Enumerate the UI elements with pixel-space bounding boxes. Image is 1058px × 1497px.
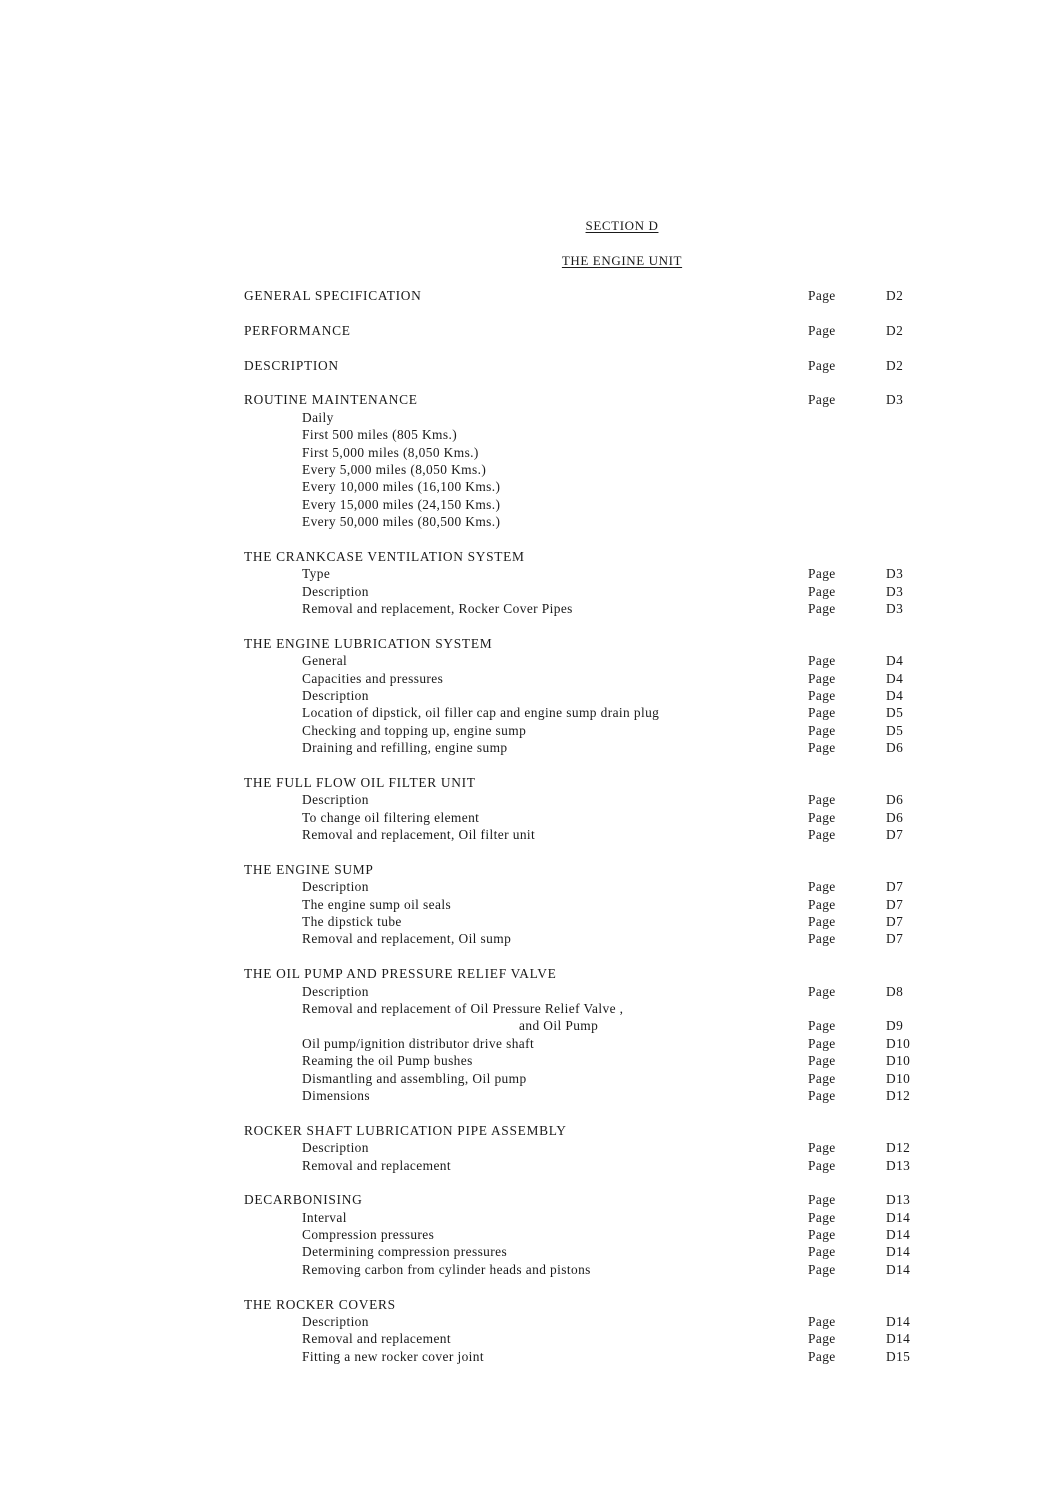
toc-group — [244, 548, 944, 618]
toc-entry-row — [244, 652, 944, 669]
page-word: Page — [808, 879, 836, 895]
toc-entry-row — [244, 600, 944, 617]
toc-entry-label: Every 50,000 miles (80,500 Kms.) — [302, 514, 501, 530]
toc-entry-label: First 5,000 miles (8,050 Kms.) — [302, 444, 479, 460]
toc-entry-label: Reaming the oil Pump bushes — [302, 1053, 473, 1069]
toc-entry-row — [244, 791, 944, 808]
page-word: Page — [808, 1018, 836, 1034]
page-word: Page — [808, 931, 836, 947]
toc-heading-label: ROCKER SHAFT LUBRICATION PIPE ASSEMBLY — [244, 1122, 567, 1138]
page-word: Page — [808, 288, 836, 303]
page-word: Page — [808, 1035, 836, 1051]
page-reference: D13 — [886, 1157, 911, 1173]
toc-entry-row — [244, 426, 944, 443]
page-reference: D15 — [886, 1348, 911, 1364]
toc-heading-row — [244, 1191, 944, 1208]
toc-entry-label: Removal and replacement — [302, 1157, 451, 1173]
page-reference: D7 — [886, 827, 904, 843]
page-reference: D4 — [886, 653, 904, 669]
page-reference: D7 — [886, 914, 904, 930]
toc-heading-label: DESCRIPTION — [244, 357, 339, 373]
page-word: Page — [808, 1140, 836, 1156]
toc-entry-row — [244, 930, 944, 947]
toc-entry-label: Interval — [302, 1209, 347, 1225]
page-reference: D14 — [886, 1314, 911, 1330]
toc-heading-row — [244, 774, 944, 791]
toc-entry-row — [244, 478, 944, 495]
toc-entry-label: Description — [302, 1140, 369, 1156]
toc-heading-label: ROUTINE MAINTENANCE — [244, 392, 418, 408]
page-word: Page — [808, 792, 836, 808]
toc-entry-label: Removal and replacement, Rocker Cover Pipes — [302, 601, 573, 617]
toc-entry-label: Description — [302, 583, 369, 599]
toc-entry-row — [244, 409, 944, 426]
toc-heading-row — [244, 322, 944, 339]
toc-entry-row — [244, 1052, 944, 1069]
toc-group — [244, 391, 944, 530]
toc-entry-row — [244, 704, 944, 721]
toc-entry-label: Fitting a new rocker cover joint — [302, 1348, 484, 1364]
toc-entry-row — [244, 583, 944, 600]
toc-entry-label: Description — [302, 879, 369, 895]
toc-heading-row — [244, 965, 944, 982]
toc-entry-label: Compression pressures — [302, 1227, 435, 1243]
toc-entry-row — [244, 826, 944, 843]
page-reference: D7 — [886, 931, 904, 947]
toc-heading-row — [244, 1296, 944, 1313]
page-reference: D5 — [886, 705, 904, 721]
toc-entry-label: Every 5,000 miles (8,050 Kms.) — [302, 461, 487, 477]
toc-entry-label: The dipstick tube — [302, 914, 402, 930]
toc-entry-label: Draining and refilling, engine sump — [302, 740, 508, 756]
page-word: Page — [808, 705, 836, 721]
toc-entry-row — [244, 1261, 944, 1278]
page-reference: D7 — [886, 896, 904, 912]
page-reference: D9 — [886, 1018, 904, 1034]
page-word: Page — [808, 653, 836, 669]
toc-heading-label: PERFORMANCE — [244, 322, 351, 338]
page-word: Page — [808, 1314, 836, 1330]
toc-entry-label: Capacities and pressures — [302, 670, 444, 686]
toc-entry-row — [244, 896, 944, 913]
page-word: Page — [808, 983, 836, 999]
toc-entry-label: First 500 miles (805 Kms.) — [302, 427, 458, 443]
page-reference: D14 — [886, 1261, 911, 1277]
toc-entry-label: The engine sump oil seals — [302, 896, 452, 912]
toc-heading-row — [244, 635, 944, 652]
page-word: Page — [808, 1227, 836, 1243]
toc-group — [244, 635, 944, 757]
toc-entry-row — [244, 1035, 944, 1052]
page-word: Page — [808, 583, 836, 599]
page-word: Page — [808, 1209, 836, 1225]
toc-heading-label: DECARBONISING — [244, 1192, 363, 1208]
toc-entry-row — [244, 1139, 944, 1156]
page-reference: D3 — [886, 392, 904, 408]
toc-group — [244, 322, 944, 339]
toc-entry-row — [244, 1243, 944, 1260]
page-reference: D2 — [886, 288, 904, 303]
toc-entry-label: Location of dipstick, oil filler cap and engine sump drain plug — [302, 705, 660, 721]
toc-entry-row — [244, 809, 944, 826]
page-reference: D13 — [886, 1192, 911, 1208]
toc-entry-label: Dismantling and assembling, Oil pump — [302, 1070, 527, 1086]
toc-heading-row — [244, 861, 944, 878]
page-word: Page — [808, 670, 836, 686]
toc-entry-row — [244, 496, 944, 513]
toc-heading-label: GENERAL SPECIFICATION — [244, 288, 422, 303]
page-word: Page — [808, 1087, 836, 1103]
page-word: Page — [808, 722, 836, 738]
toc-heading-label: THE FULL FLOW OIL FILTER UNIT — [244, 774, 476, 790]
page-reference: D12 — [886, 1140, 911, 1156]
page-word: Page — [808, 1053, 836, 1069]
toc-entry-row — [244, 1313, 944, 1330]
page-word: Page — [808, 392, 836, 408]
page-word: Page — [808, 687, 836, 703]
table-of-contents — [244, 287, 944, 1383]
toc-entry-label: Determining compression pressures — [302, 1244, 508, 1260]
page-reference: D2 — [886, 357, 904, 373]
page-word: Page — [808, 1261, 836, 1277]
toc-entry-label: Oil pump/ignition distributor drive shaft — [302, 1035, 535, 1051]
toc-entry-label: General — [302, 653, 348, 669]
page-reference: D7 — [886, 879, 904, 895]
page-word: Page — [808, 896, 836, 912]
toc-entry-row — [244, 722, 944, 739]
toc-entry-row — [244, 565, 944, 582]
toc-entry-label: To change oil filtering element — [302, 809, 480, 825]
toc-entry-row — [244, 1209, 944, 1226]
toc-entry-row — [244, 1226, 944, 1243]
toc-entry-label: Every 15,000 miles (24,150 Kms.) — [302, 496, 501, 512]
toc-entry-row — [244, 687, 944, 704]
page-reference: D2 — [886, 322, 904, 338]
toc-entry-label: Removal and replacement, Oil sump — [302, 931, 512, 947]
page-reference: D8 — [886, 983, 904, 999]
page-word: Page — [808, 566, 836, 582]
page-word: Page — [808, 740, 836, 756]
toc-group — [244, 1122, 944, 1174]
toc-entry-row — [244, 983, 944, 1000]
toc-heading-row — [244, 391, 944, 408]
page-reference: D3 — [886, 601, 904, 617]
page-reference: D14 — [886, 1331, 911, 1347]
page-word: Page — [808, 827, 836, 843]
page-reference: D3 — [886, 583, 904, 599]
toc-group — [244, 965, 944, 1104]
page-word: Page — [808, 1331, 836, 1347]
page-reference: D6 — [886, 792, 904, 808]
toc-entry-label: Dimensions — [302, 1087, 370, 1103]
page-word: Page — [808, 1192, 836, 1208]
page-word: Page — [808, 1348, 836, 1364]
toc-heading-label: THE ENGINE LUBRICATION SYSTEM — [244, 635, 493, 651]
toc-entry-row — [244, 513, 944, 530]
toc-group — [244, 287, 944, 304]
toc-entry-row — [244, 461, 944, 478]
page-word: Page — [808, 322, 836, 338]
toc-entry-label: Checking and topping up, engine sump — [302, 722, 527, 738]
toc-entry-row — [244, 1087, 944, 1104]
toc-heading-row — [244, 548, 944, 565]
toc-heading-label: THE OIL PUMP AND PRESSURE RELIEF VALVE — [244, 966, 557, 982]
toc-entry-row — [244, 913, 944, 930]
toc-entry-label: Removing carbon from cylinder heads and pistons — [302, 1261, 591, 1277]
page-reference: D10 — [886, 1053, 911, 1069]
toc-group — [244, 357, 944, 374]
toc-entry-label: and Oil Pump — [519, 1018, 599, 1034]
page-reference: D5 — [886, 722, 904, 738]
toc-group — [244, 861, 944, 948]
toc-entry-label: Description — [302, 792, 369, 808]
page-reference: D6 — [886, 809, 904, 825]
toc-entry-label: Daily — [302, 409, 334, 425]
section-title-text: SECTION D — [585, 218, 659, 233]
toc-entry-label: Every 10,000 miles (16,100 Kms.) — [302, 479, 501, 495]
toc-heading-row — [244, 357, 944, 374]
toc-entry-label: Removal and replacement, Oil filter unit — [302, 827, 536, 843]
toc-entry-row — [244, 1157, 944, 1174]
page-word: Page — [808, 601, 836, 617]
toc-entry-label: Type — [302, 566, 331, 582]
toc-entry-label: Description — [302, 1314, 369, 1330]
toc-group — [244, 774, 944, 844]
toc-entry-row — [244, 670, 944, 687]
page-reference: D14 — [886, 1244, 911, 1260]
page-reference: D6 — [886, 740, 904, 756]
toc-entry-row — [244, 1070, 944, 1087]
page-word: Page — [808, 1157, 836, 1173]
page-word: Page — [808, 1070, 836, 1086]
toc-entry-row — [244, 1017, 944, 1034]
toc-heading-label: THE CRANKCASE VENTILATION SYSTEM — [244, 548, 525, 564]
section-subtitle-text: THE ENGINE UNIT — [561, 253, 683, 268]
page-reference: D4 — [886, 670, 904, 686]
toc-group — [244, 1296, 944, 1366]
toc-entry-row — [244, 444, 944, 461]
toc-entry-row — [244, 878, 944, 895]
toc-entry-label: Description — [302, 687, 369, 703]
page-reference: D10 — [886, 1035, 911, 1051]
section-subtitle — [0, 253, 1058, 269]
page-reference: D14 — [886, 1209, 911, 1225]
toc-entry-label: Description — [302, 983, 369, 999]
page-word: Page — [808, 357, 836, 373]
toc-entry-label: Removal and replacement of Oil Pressure Relief Valve , — [302, 1001, 624, 1017]
toc-entry-row — [244, 1348, 944, 1365]
page-reference: D10 — [886, 1070, 911, 1086]
toc-heading-label: THE ENGINE SUMP — [244, 861, 374, 877]
page-reference: D12 — [886, 1087, 911, 1103]
toc-heading-row — [244, 287, 944, 304]
toc-entry-label: Removal and replacement — [302, 1331, 451, 1347]
page-word: Page — [808, 809, 836, 825]
toc-entry-row — [244, 739, 944, 756]
page-reference: D4 — [886, 687, 904, 703]
page-word: Page — [808, 914, 836, 930]
toc-entry-row — [244, 1330, 944, 1347]
toc-heading-row — [244, 1122, 944, 1139]
toc-group — [244, 1191, 944, 1278]
page-reference: D3 — [886, 566, 904, 582]
section-title — [0, 218, 1058, 234]
page-reference: D14 — [886, 1227, 911, 1243]
page-word: Page — [808, 1244, 836, 1260]
toc-entry-row — [244, 1000, 944, 1017]
toc-heading-label: THE ROCKER COVERS — [244, 1296, 396, 1312]
